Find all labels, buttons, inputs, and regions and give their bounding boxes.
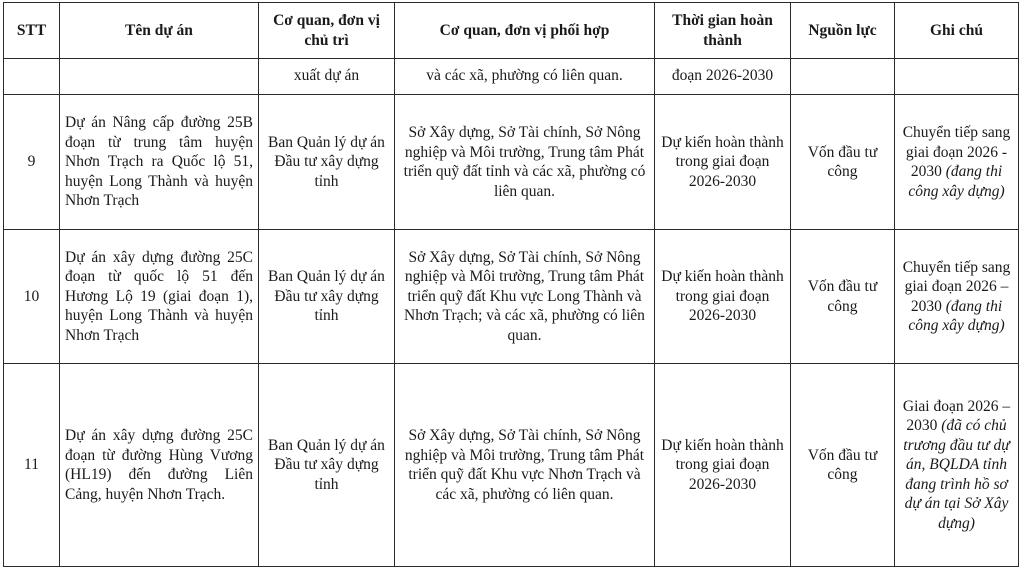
cont-project [60, 59, 259, 95]
row-coordinating-agency: Sở Xây dựng, Sở Tài chính, Sở Nông nghiệp và Môi trường, Trung tâm Phát triển quỹ đất tỉnh và các xã, phường có liên quan. [395, 95, 655, 230]
row-stt: 10 [4, 230, 60, 364]
row-note [895, 230, 1019, 364]
row-lead-agency: Ban Quản lý dự án Đầu tư xây dựng tỉnh [259, 230, 395, 364]
row-completion-time: Dự kiến hoàn thành trong giai đoạn 2026-2030 [655, 230, 791, 364]
cont-funding [791, 59, 895, 95]
cont-note [895, 59, 1019, 95]
project-table [3, 2, 1019, 567]
header-completion-time: Thời gian hoàn thành [655, 3, 791, 59]
table-row [4, 230, 1019, 364]
row-funding: Vốn đầu tư công [791, 230, 895, 364]
header-project-name: Tên dự án [60, 3, 259, 59]
row-completion-time: Dự kiến hoàn thành trong giai đoạn 2026-2030 [655, 95, 791, 230]
row-coordinating-agency: Sở Xây dựng, Sở Tài chính, Sở Nông nghiệp và Môi trường, Trung tâm Phát triển quỹ đất Khu vực Long Thành và Nhơn Trạch; và các xã, phường có liên quan. [395, 230, 655, 364]
header-funding: Nguồn lực [791, 3, 895, 59]
note-detail: (đang thi công xây dựng) [908, 297, 1005, 334]
continuation-row [4, 59, 1019, 95]
row-project-name: Dự án xây dựng đường 25C đoạn từ đường Hùng Vương (HL19) đến đường Liên Cảng, huyện Nhơn Trạch. [60, 364, 259, 567]
header-coordinating-agency: Cơ quan, đơn vị phối hợp [395, 3, 655, 59]
row-stt: 11 [4, 364, 60, 567]
note-detail: (đang thi công xây dựng) [908, 163, 1005, 200]
row-lead-agency: Ban Quản lý dự án Đầu tư xây dựng tỉnh [259, 95, 395, 230]
row-funding: Vốn đầu tư công [791, 95, 895, 230]
cont-lead: xuất dự án [259, 59, 395, 95]
note-status: Chuyển tiếp sang giai đoạn 2026 - 2030 [902, 124, 1011, 180]
row-stt: 9 [4, 95, 60, 230]
table-row [4, 364, 1019, 567]
row-lead-agency: Ban Quản lý dự án Đầu tư xây dựng tỉnh [259, 364, 395, 567]
row-completion-time: Dự kiến hoàn thành trong giai đoạn 2026-2030 [655, 364, 791, 567]
row-coordinating-agency: Sở Xây dựng, Sở Tài chính, Sở Nông nghiệp và Môi trường, Trung tâm Phát triển quỹ đất Khu vực Nhơn Trạch và các xã, phường có liên quan. [395, 364, 655, 567]
table-row [4, 95, 1019, 230]
cont-stt [4, 59, 60, 95]
header-note: Ghi chú [895, 3, 1019, 59]
header-lead-agency: Cơ quan, đơn vị chủ trì [259, 3, 395, 59]
row-note [895, 364, 1019, 567]
note-detail: (đã có chủ trương đầu tư dự án, BQLDA tỉnh đang trình hồ sơ dự án tại Sở Xây dựng) [903, 417, 1010, 532]
row-project-name: Dự án xây dựng đường 25C đoạn từ quốc lộ 51 đến Hương Lộ 19 (giai đoạn 1), huyện Long Thành và huyện Nhơn Trạch [60, 230, 259, 364]
row-note [895, 95, 1019, 230]
cont-timeline: đoạn 2026-2030 [655, 59, 791, 95]
cont-coordinate: và các xã, phường có liên quan. [395, 59, 655, 95]
note-status: Chuyển tiếp sang giai đoạn 2026 – 2030 [902, 258, 1011, 315]
row-funding: Vốn đầu tư công [791, 364, 895, 567]
note-status: Giai đoạn 2026 – 2030 [902, 397, 1011, 435]
row-project-name: Dự án Nâng cấp đường 25B đoạn từ trung tâm huyện Nhơn Trạch ra Quốc lộ 51, huyện Long Thành và huyện Nhơn Trạch [60, 95, 259, 230]
header-stt: STT [4, 3, 60, 59]
header-row [4, 3, 1019, 59]
